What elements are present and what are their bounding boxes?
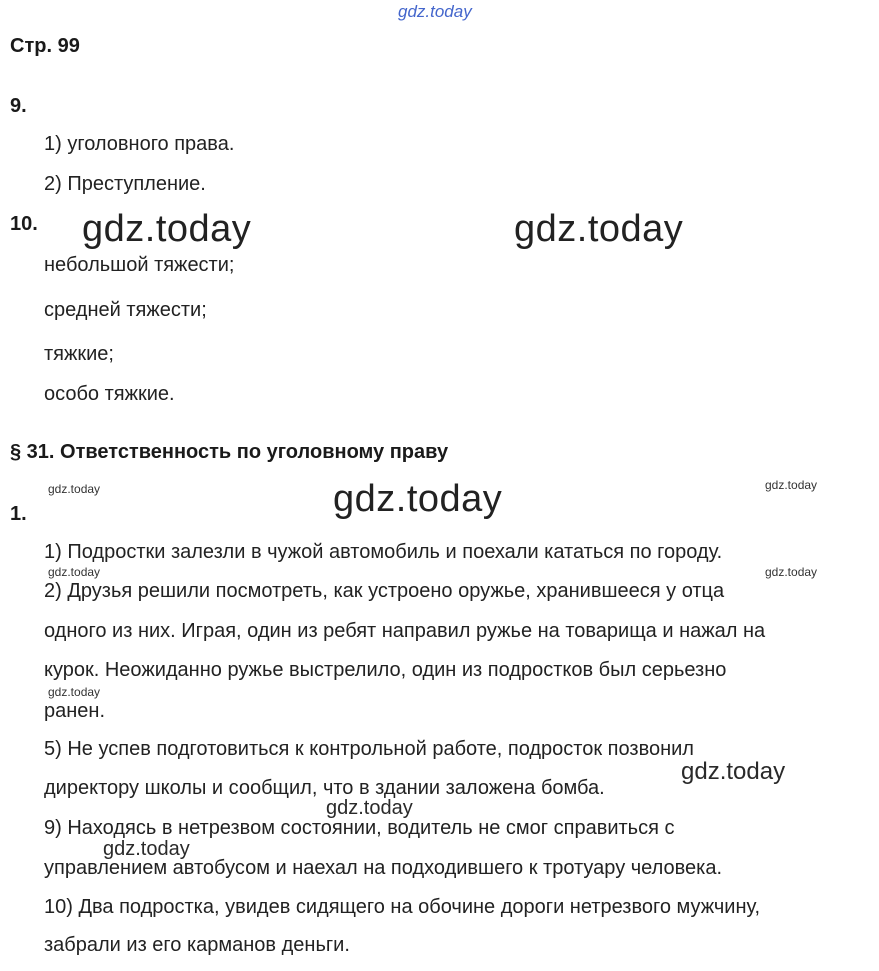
section-heading: § 31. Ответственность по уголовному праву	[10, 441, 449, 463]
watermark: gdz.today	[82, 208, 252, 250]
q1-line-10: 10) Два подростка, увидев сидящего на обочине дороги нетрезвого мужчину,	[44, 896, 761, 918]
watermark-small: gdz.today	[48, 482, 101, 496]
watermark: gdz.today	[326, 797, 413, 819]
q10-answer-1: небольшой тяжести;	[44, 254, 235, 276]
q1-line-9: управлением автобусом и наехал на подходившего к тротуару человека.	[44, 857, 723, 879]
watermark: gdz.today	[103, 838, 190, 860]
q1-line-4: курок. Неожиданно ружье выстрелило, один из подростков был серьезно	[44, 659, 727, 681]
question-9-number: 9.	[10, 95, 27, 117]
question-10-number: 10.	[10, 213, 38, 235]
watermark: gdz.today	[681, 758, 786, 785]
q1-line-1: 1) Подростки залезли в чужой автомобиль и поехали кататься по городу.	[44, 541, 723, 563]
q1-line-11: забрали из его карманов деньги.	[44, 934, 350, 956]
watermark: gdz.today	[333, 478, 503, 520]
question-1-number: 1.	[10, 503, 27, 525]
watermark-small: gdz.today	[48, 565, 101, 579]
watermark-small: gdz.today	[765, 478, 818, 492]
q1-line-7: директору школы и сообщил, что в здании заложена бомба.	[44, 777, 605, 799]
q1-line-2: 2) Друзья решили посмотреть, как устроено оружье, хранившееся у отца	[44, 580, 725, 602]
q9-answer-2: 2) Преступление.	[44, 173, 206, 195]
q1-line-6: 5) Не успев подготовиться к контрольной работе, подросток позвонил	[44, 738, 694, 760]
q1-line-8: 9) Находясь в нетрезвом состоянии, водитель не смог справиться с	[44, 817, 675, 839]
q1-line-5: ранен.	[44, 700, 106, 722]
watermark-top: gdz.today	[398, 2, 472, 21]
q10-answer-3: тяжкие;	[44, 343, 114, 365]
watermark: gdz.today	[514, 208, 684, 250]
watermark-small: gdz.today	[765, 565, 818, 579]
watermark-small: gdz.today	[48, 685, 101, 699]
q10-answer-2: средней тяжести;	[44, 299, 207, 321]
q9-answer-1: 1) уголовного права.	[44, 133, 235, 155]
q1-line-3: одного из них. Играя, один из ребят направил ружье на товарища и нажал на	[44, 620, 766, 642]
q10-answer-4: особо тяжкие.	[44, 383, 175, 405]
page-number: Стр. 99	[10, 35, 80, 57]
